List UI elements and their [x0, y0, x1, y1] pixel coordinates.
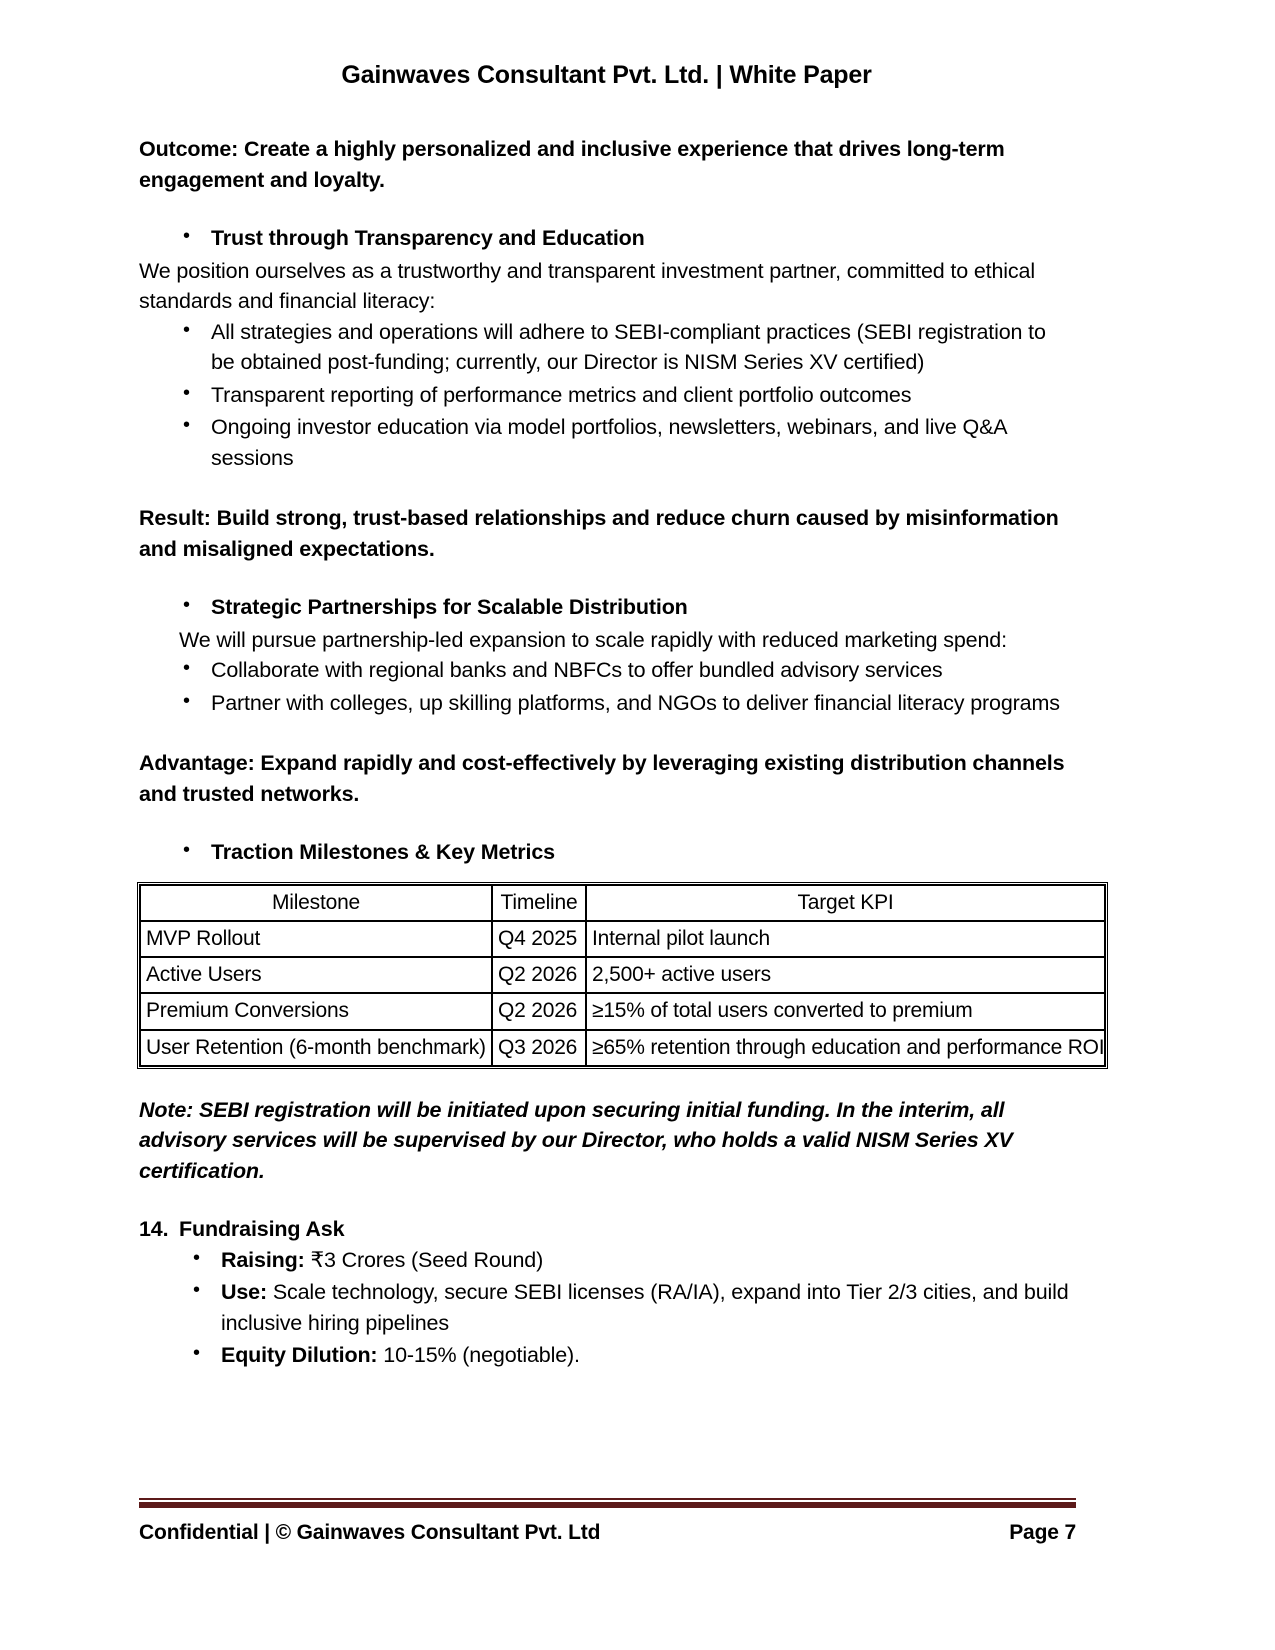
list-item: • Ongoing investor education via model portfolios, newsletters, webinars, and live Q&A sessions	[139, 412, 1074, 473]
traction-heading-list	[139, 837, 1074, 868]
item-text: Scale technology, secure SEBI licenses (RA/IA), expand into Tier 2/3 cities, and build inclusive hiring pipelines	[221, 1280, 1069, 1335]
cell-milestone: User Retention (6-month benchmark)	[140, 1030, 492, 1066]
table-row	[140, 993, 1105, 1029]
partnership-heading-list	[139, 592, 1074, 623]
cell-timeline: Q2 2026	[492, 993, 586, 1029]
cell-milestone: MVP Rollout	[140, 921, 492, 957]
table-header-row	[140, 885, 1105, 921]
footer-rule-bottom	[139, 1502, 1076, 1508]
cell-timeline: Q2 2026	[492, 957, 586, 993]
item-text: ₹3 Crores (Seed Round)	[304, 1247, 544, 1272]
document-header-title: Gainwaves Consultant Pvt. Ltd. | White Paper	[341, 61, 872, 89]
spacer	[139, 870, 1074, 884]
item-label: Raising:	[221, 1247, 305, 1272]
list-item-trust-heading: • Trust through Transparency and Education	[139, 223, 1074, 254]
list-item: • All strategies and operations will adhere to SEBI-compliant practices (SEBI registration to be obtained post-funding; currently, our Director is NISM Series XV certified)	[139, 317, 1074, 378]
note-paragraph: Note: SEBI registration will be initiated upon securing initial funding. In the interim, all advisory services will be supervised by our Director, who holds a valid NISM Series XV certification.	[139, 1097, 1013, 1183]
item-label: Use:	[221, 1280, 268, 1305]
list-item	[139, 1340, 1074, 1371]
cell-timeline: Q4 2025	[492, 921, 586, 957]
fundraising-list	[139, 1245, 1074, 1371]
page-footer	[139, 1498, 1076, 1545]
list-item: • Transparent reporting of performance metrics and client portfolio outcomes	[139, 380, 1074, 411]
partnership-intro-paragraph: We will pursue partnership-led expansion to scale rapidly with reduced marketing spend:	[179, 627, 1007, 652]
partnership-points-list	[139, 655, 1074, 718]
column-header-timeline: Timeline	[492, 885, 586, 921]
spacer	[139, 475, 1074, 503]
footer-row	[139, 1521, 1076, 1545]
cell-milestone: Premium Conversions	[140, 993, 492, 1029]
table-row	[140, 1030, 1105, 1066]
cell-target-kpi: Internal pilot launch	[586, 921, 1105, 957]
item-text: 10-15% (negotiable).	[377, 1343, 580, 1368]
cell-target-kpi: ≥15% of total users converted to premium	[586, 993, 1105, 1029]
spacer	[139, 1186, 1074, 1214]
fundraising-heading-label: Fundraising Ask	[179, 1217, 345, 1242]
cell-target-kpi: 2,500+ active users	[586, 957, 1105, 993]
table-row	[140, 921, 1105, 957]
column-header-target-kpi: Target KPI	[586, 885, 1105, 921]
spacer	[139, 809, 1074, 837]
fundraising-heading	[139, 1214, 1074, 1245]
traction-milestones-table	[139, 884, 1106, 1067]
trust-points-list	[139, 317, 1074, 474]
column-header-milestone: Milestone	[140, 885, 492, 921]
advantage-paragraph: Advantage: Expand rapidly and cost-effectively by leveraging existing distribution channels and trusted networks.	[139, 751, 1065, 806]
item-label: Equity Dilution:	[221, 1343, 378, 1368]
footer-page-number: Page 7	[1009, 1521, 1076, 1544]
cell-milestone: Active Users	[140, 957, 492, 993]
table-row	[140, 957, 1105, 993]
list-item-traction-heading: • Traction Milestones & Key Metrics	[139, 837, 1074, 868]
trust-heading-list	[139, 223, 1074, 254]
spacer	[139, 564, 1074, 592]
trust-intro-paragraph: We position ourselves as a trustworthy and transparent investment partner, committed to ethical standards and financial literacy:	[139, 258, 1035, 314]
footer-confidential-text: Confidential | © Gainwaves Consultant Pvt. Ltd	[139, 1521, 601, 1544]
list-item-partnership-heading: • Strategic Partnerships for Scalable Distribution	[139, 592, 1074, 623]
outcome-paragraph: Outcome: Create a highly personalized and inclusive experience that drives long-term engagement and loyalty.	[139, 137, 1005, 192]
list-item: • Collaborate with regional banks and NBFCs to offer bundled advisory services	[139, 655, 1074, 686]
list-item	[139, 1245, 1074, 1276]
page-content	[139, 60, 1105, 1373]
list-item	[139, 1277, 1074, 1338]
result-paragraph: Result: Build strong, trust-based relationships and reduce churn caused by misinformation and misaligned expectations.	[139, 506, 1059, 561]
spacer	[139, 720, 1074, 748]
fundraising-number: 14.	[139, 1217, 169, 1242]
spacer	[139, 195, 1074, 223]
spacer	[139, 1067, 1074, 1095]
list-item: • Partner with colleges, up skilling platforms, and NGOs to deliver financial literacy programs	[139, 688, 1074, 719]
cell-target-kpi: ≥65% retention through education and performance ROI	[586, 1030, 1105, 1066]
cell-timeline: Q3 2026	[492, 1030, 586, 1066]
